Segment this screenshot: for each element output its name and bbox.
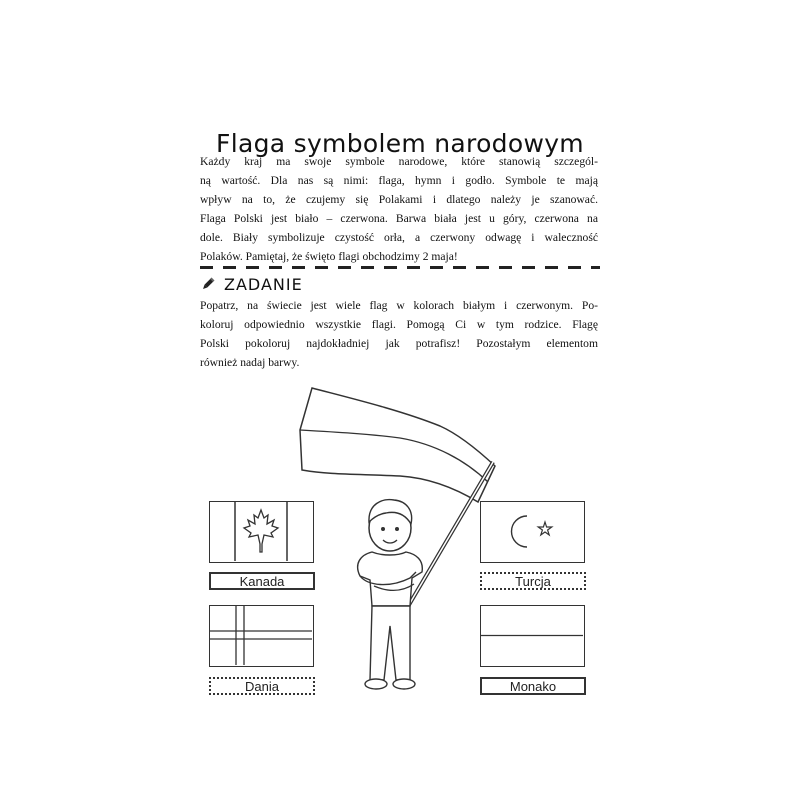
task-line: również nadaj barwy.	[200, 356, 300, 369]
intro-line: Flaga Polski jest biało – czerwona. Barwa biała jest u góry, czerwona na	[200, 212, 598, 225]
page-title: Flaga symbolem narodowym	[216, 128, 584, 158]
task-line: koloruj odpowiednio wszystkie flagi. Pomogą Ci w tym rodzice. Flagę	[200, 318, 598, 331]
intro-line: ną wartość. Dla nas są nimi: flaga, hymn i godło. Symbole te mają	[200, 174, 598, 187]
canada-label: Kanada	[209, 572, 315, 590]
denmark-label: Dania	[209, 677, 315, 695]
boy-with-polish-flag-illustration	[290, 380, 500, 725]
task-line: Popatrz, na świecie jest wiele flag w kolorach białym i czerwonym. Po-	[200, 299, 598, 312]
task-heading	[200, 274, 303, 294]
intro-paragraph	[200, 152, 598, 266]
star-icon	[538, 522, 552, 535]
dashed-divider	[200, 266, 600, 269]
boy-legs	[370, 606, 410, 680]
task-heading-label: ZADANIE	[224, 274, 303, 294]
monaco-label: Monako	[480, 677, 586, 695]
task-line: Polski pokoloruj najdokładniej jak potrafisz! Pozostałym elementom	[200, 337, 598, 350]
turkey-label: Turcja	[480, 572, 586, 590]
intro-line: Polaków. Pamiętaj, że święto flagi obchodzimy 2 maja!	[200, 250, 458, 263]
intro-line: Każdy kraj ma swoje symbole narodowe, które stanowią szczegól-	[200, 155, 598, 168]
intro-line: dole. Biały symbolizuje czystość orła, a czerwony odwagę i waleczność	[200, 231, 598, 244]
pencil-icon	[200, 276, 216, 292]
crescent-icon	[511, 516, 527, 547]
maple-leaf-icon	[244, 510, 278, 552]
intro-line: wpływ na to, że czujemy się Polakami i dlatego należy je szanować.	[200, 193, 598, 206]
polish-flag[interactable]	[300, 388, 495, 502]
task-paragraph	[200, 296, 598, 372]
